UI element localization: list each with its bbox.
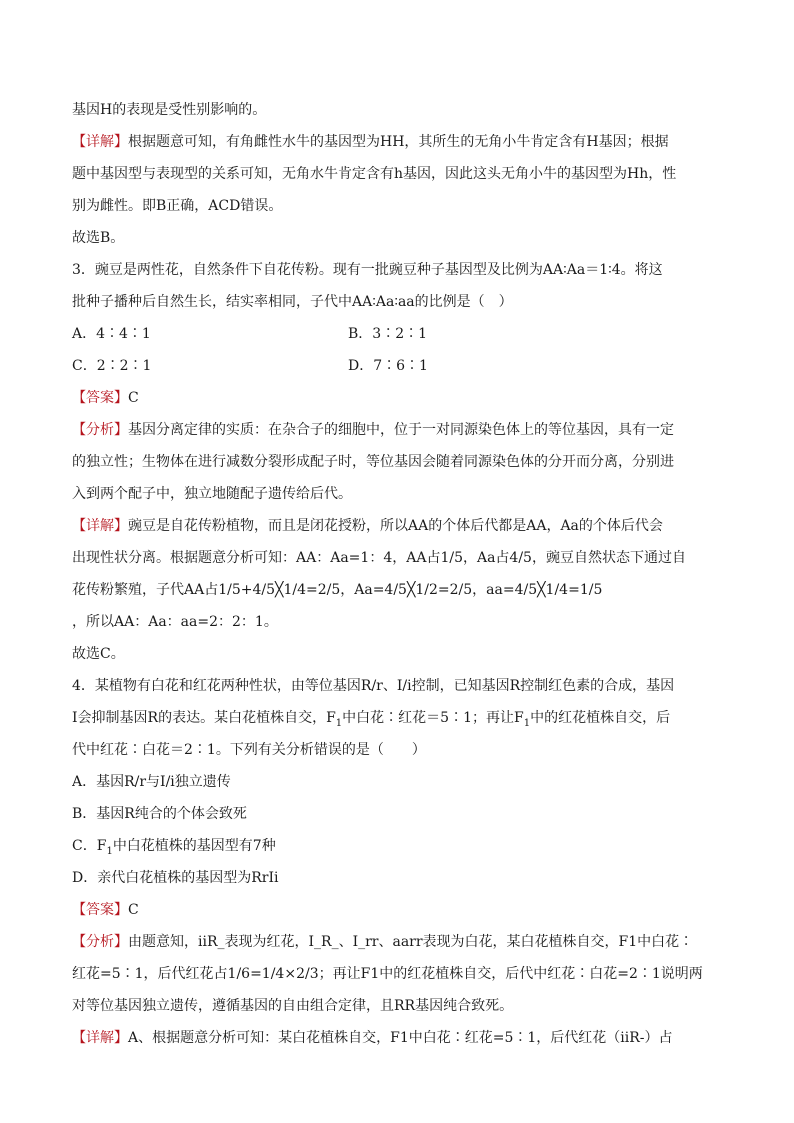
analysis-line: 【分析】由题意知，iiR_表现为红花，I_R_、I_rr、aarr表现为白花，某白花植株自交，F1中白花∶ xyxy=(72,934,694,950)
text-line: 红花=5∶1，后代红花占1/6=1/4×2/3；再让F1中的红花植株自交，后代中红花∶白花=2∶1说明两 xyxy=(72,966,703,982)
detail-tag: 【详解】 xyxy=(72,518,128,534)
text-line: 基因H的表现是受性别影响的。 xyxy=(72,102,267,118)
option-b: B．3∶2∶1 xyxy=(348,326,428,342)
option-c: C．2∶2∶1 xyxy=(72,358,152,374)
detail-tag: 【详解】 xyxy=(72,1030,128,1046)
conclusion-line: 故选C。 xyxy=(72,646,125,662)
analysis-tag: 【分析】 xyxy=(72,934,128,950)
option-d: D．7∶6∶1 xyxy=(348,358,428,374)
text-line: 出现性状分离。根据题意分析可知：AA：Aa=1：4，AA占1/5，Aa占4/5，豌豆自然状态下通过自 xyxy=(72,550,686,566)
text-line: 别为雌性。即B正确，ACD错误。 xyxy=(72,198,283,214)
option-d: D．亲代白花植株的基因型为RrIi xyxy=(72,870,279,886)
text-line: 入到两个配子中，独立地随配子遗传给后代。 xyxy=(72,486,352,502)
detail-tag: 【详解】 xyxy=(72,134,128,150)
answer-tag: 【答案】 xyxy=(72,390,128,406)
analysis-line: 【分析】基因分离定律的实质：在杂合子的细胞中，位于一对同源染色体上的等位基因，具有一定 xyxy=(72,422,674,438)
option-c: C．$F_1$中白花植株的基因型有7种 xyxy=(72,838,276,857)
text-line: ，所以AA：Aa：aa=2：2：1。 xyxy=(72,614,278,630)
detail-paragraph-line: 【详解】A、根据题意分析可知：某白花植株自交，F1中白花∶红花=5∶1，后代红花（iiR-）占 xyxy=(72,1030,673,1046)
analysis-tag: 【分析】 xyxy=(72,422,128,438)
question-4-stem: I会抑制基因R的表达。某白花植株自交，$F_1$中白花∶红花＝5∶1；再让$F_1$中的红花植株自交，后 xyxy=(72,710,671,729)
text-line: 对等位基因独立遗传，遵循基因的自由组合定律，且RR基因纯合致死。 xyxy=(72,998,514,1014)
question-4-stem: 4．某植物有白花和红花两种性状，由等位基因R/r、I/i控制，已知基因R控制红色素的合成，基因 xyxy=(72,678,675,694)
question-4-stem: 代中红花∶白花＝2∶1。下列有关分析错误的是（ ） xyxy=(72,742,426,758)
text-line: 题中基因型与表现型的关系可知，无角水牛肯定含有h基因，因此这头无角小牛的基因型为Hh，性 xyxy=(72,166,677,182)
answer-tag: 【答案】 xyxy=(72,902,128,918)
conclusion-line: 故选B。 xyxy=(72,230,125,246)
detail-paragraph-line: 【详解】根据题意可知，有角雌性水牛的基因型为HH，其所生的无角小牛肯定含有H基因；根据 xyxy=(72,134,669,150)
option-b: B．基因R纯合的个体会致死 xyxy=(72,806,247,822)
answer-line: 【答案】C xyxy=(72,902,139,918)
detail-paragraph-line: 【详解】豌豆是自花传粉植物，而且是闭花授粉，所以AA的个体后代都是AA，Aa的个体后代会 xyxy=(72,518,663,534)
text-line: 花传粉繁殖，子代AA占1/5+4/5╳1/4=2/5，Aa=4/5╳1/2=2/5，aa=4/5╳1/4=1/5 xyxy=(72,582,603,598)
answer-line: 【答案】C xyxy=(72,390,139,406)
question-3-stem: 3．豌豆是两性花，自然条件下自花传粉。现有一批豌豆种子基因型及比例为AA∶Aa＝1∶4。将这 xyxy=(72,262,663,278)
option-a: A．基因R/r与I/i独立遗传 xyxy=(72,774,231,790)
text-line: 的独立性；生物体在进行减数分裂形成配子时，等位基因会随着同源染色体的分开而分离，分别进 xyxy=(72,454,674,470)
option-a: A．4∶4∶1 xyxy=(72,326,151,342)
question-3-stem: 批种子播种后自然生长，结实率相同，子代中AA∶Aa∶aa的比例是（ ） xyxy=(72,294,513,310)
